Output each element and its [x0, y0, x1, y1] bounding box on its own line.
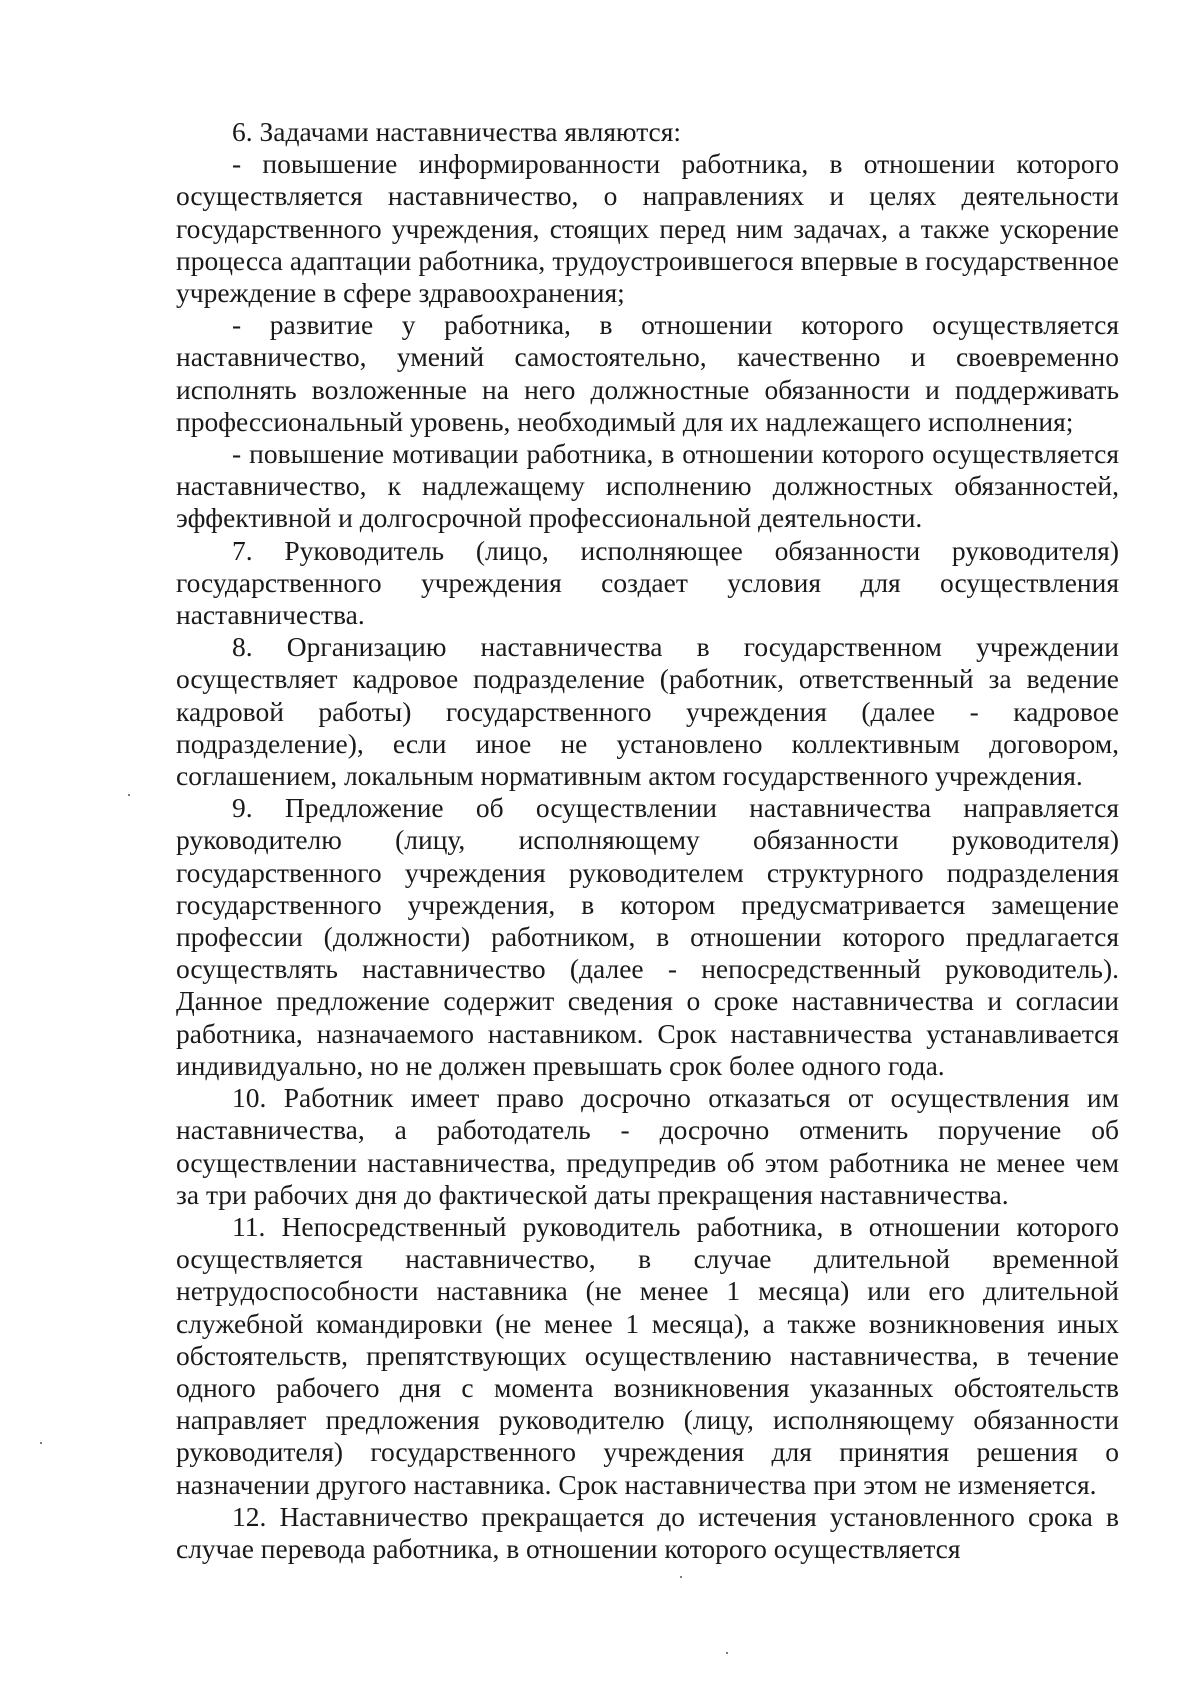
paragraph-11: 11. Непосредственный руководитель работника, в отношении которого осуществляется наставничество, в случае длительной временной нетрудоспособности наставника (не менее 1 месяца) или его длительной служебной командировки (не менее 1 месяца), а также возникновения иных обстоятельств, препятствующих осуществлению наставничества, в течение одного рабочего дня с момента возникновения указанных обстоятельств направляет предложения руководителю (лицу, исполняющему обязанности руководителя) государственного учреждения для принятия решения о назначении другого наставника. Срок наставничества при этом не изменяется.	[176, 1210, 1119, 1500]
paragraph-6-item-1: - повышение информированности работника, в отношении которого осуществляется наставничество, о направлениях и целях деятельности государственного учреждения, стоящих перед ним задачах, а также ускорение процесса адаптации работника, трудоустроившегося впервые в государственное учреждение в сфере здравоохранения;	[176, 148, 1119, 309]
paragraph-12: 12. Наставничество прекращается до истечения установленного срока в случае перевода работника, в отношении которого осуществляется	[176, 1500, 1119, 1564]
paragraph-8: 8. Организацию наставничества в государственном учреждении осуществляет кадровое подразделение (работник, ответственный за ведение кадровой работы) государственного учреждения (далее - кадровое подразделение), если иное не установлено коллективным договором, соглашением, локальным нормативным актом государственного учреждения.	[176, 631, 1119, 792]
paragraph-7: 7. Руководитель (лицо, исполняющее обязанности руководителя) государственного учреждения создает условия для осуществления наставничества.	[176, 534, 1119, 631]
paragraph-6-heading: 6. Задачами наставничества являются:	[232, 116, 682, 147]
paragraph-9: 9. Предложение об осуществлении наставничества направляется руководителю (лицу, исполняющему обязанности руководителя) государственного учреждения руководителем структурного подразделения государственного учреждения, в котором предусматривается замещение профессии (должности) работником, в отношении которого предлагается осуществлять наставничество (далее - непосредственный руководитель). Данное предложение содержит сведения о сроке наставничества и согласии работника, назначаемого наставником. Срок наставничества устанавливается индивидуально, но не должен превышать срок более одного года.	[176, 792, 1119, 1081]
paragraph-6-item-3: - повышение мотивации работника, в отношении которого осуществляется наставничество, к надлежащему исполнению должностных обязанностей, эффективной и долгосрочной профессиональной деятельности.	[176, 438, 1119, 534]
scan-speck	[128, 794, 130, 796]
scan-speck	[680, 1576, 682, 1578]
paragraph-10: 10. Работник имеет право досрочно отказаться от осуществления им наставничества, а работодатель - досрочно отменить поручение об осуществлении наставничества, предупредив об этом работника не менее чем за три рабочих дня до фактической даты прекращения наставничества.	[176, 1082, 1119, 1210]
scan-speck	[40, 1442, 42, 1444]
scan-speck	[726, 1652, 728, 1654]
document-body	[176, 116, 1119, 1565]
paragraph-6-item-2: - развитие у работника, в отношении которого осуществляется наставничество, умений самостоятельно, качественно и своевременно исполнять возложенные на него должностные обязанности и поддерживать профессиональный уровень, необходимый для их надлежащего исполнения;	[176, 309, 1119, 437]
